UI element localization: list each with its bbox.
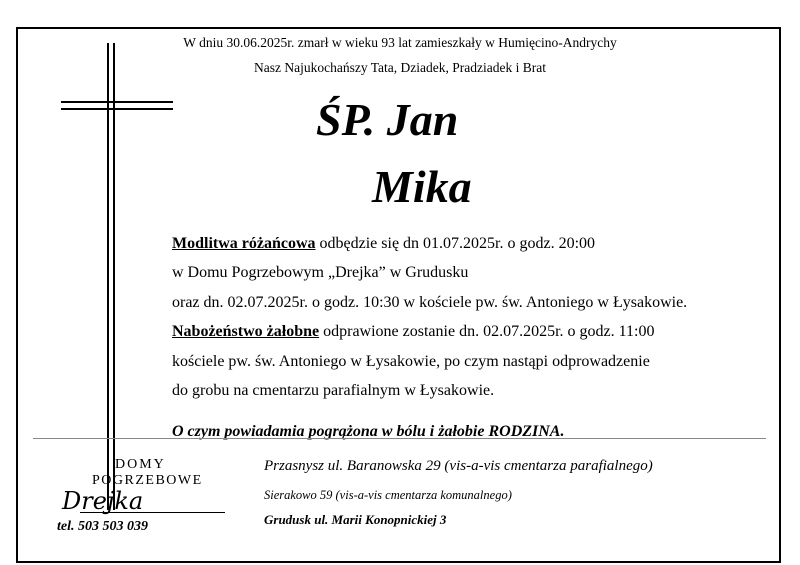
- logo-script-drejka: Drejka: [62, 487, 144, 515]
- logo-text-domy: DOMY: [115, 457, 166, 472]
- intro-line-1: W dniu 30.06.2025r. zmarł w wieku 93 lat zamieszkały w Humięcino-Andrychy: [183, 35, 617, 50]
- rosary-label: Modlitwa różańcowa: [172, 235, 316, 252]
- rosary-line: [172, 235, 595, 253]
- divider: [33, 438, 766, 439]
- address-grudusk: Grudusk ul. Marii Konopnickiej 3: [264, 512, 447, 527]
- logo-text-pogrzebowe: POGRZEBOWE: [92, 473, 203, 488]
- address-sierakowo: Sierakowo 59 (vis-a-vis cmentarza komunalnego): [264, 488, 512, 502]
- family-note: O czym powiadamia pogrążona w bólu i żałobie RODZINA.: [172, 423, 565, 440]
- address-przasnysz: Przasnysz ul. Baranowska 29 (vis-a-vis cmentarza parafialnego): [264, 458, 653, 474]
- mass-text: odprawione zostanie dn. 02.07.2025r. o godz. 11:00: [319, 323, 655, 340]
- rosary-text: odbędzie się dn 01.07.2025r. o godz. 20:00: [315, 235, 596, 252]
- detail-line-3: oraz dn. 02.07.2025r. o godz. 10:30 w kościele pw. św. Antoniego w Łysakowie.: [172, 294, 688, 311]
- deceased-last-name: Mika: [372, 161, 472, 212]
- mass-label: Nabożeństwo żałobne: [172, 323, 320, 340]
- detail-line-5: kościele pw. św. Antoniego w Łysakowie, po czym nastąpi odprowadzenie: [172, 353, 650, 370]
- mass-line: [172, 323, 654, 341]
- intro-line-2: Nasz Najukochańszy Tata, Dziadek, Pradziadek i Brat: [254, 60, 546, 75]
- funeral-home-logo: [40, 453, 220, 543]
- phone-number: tel. 503 503 039: [57, 519, 148, 534]
- detail-line-6: do grobu na cmentarzu parafialnym w Łysakowie.: [172, 382, 495, 399]
- detail-line-2: w Domu Pogrzebowym „Drejka” w Grudusku: [172, 264, 469, 281]
- deceased-first-name: ŚP. Jan: [316, 94, 459, 145]
- logo-underline: [80, 512, 225, 513]
